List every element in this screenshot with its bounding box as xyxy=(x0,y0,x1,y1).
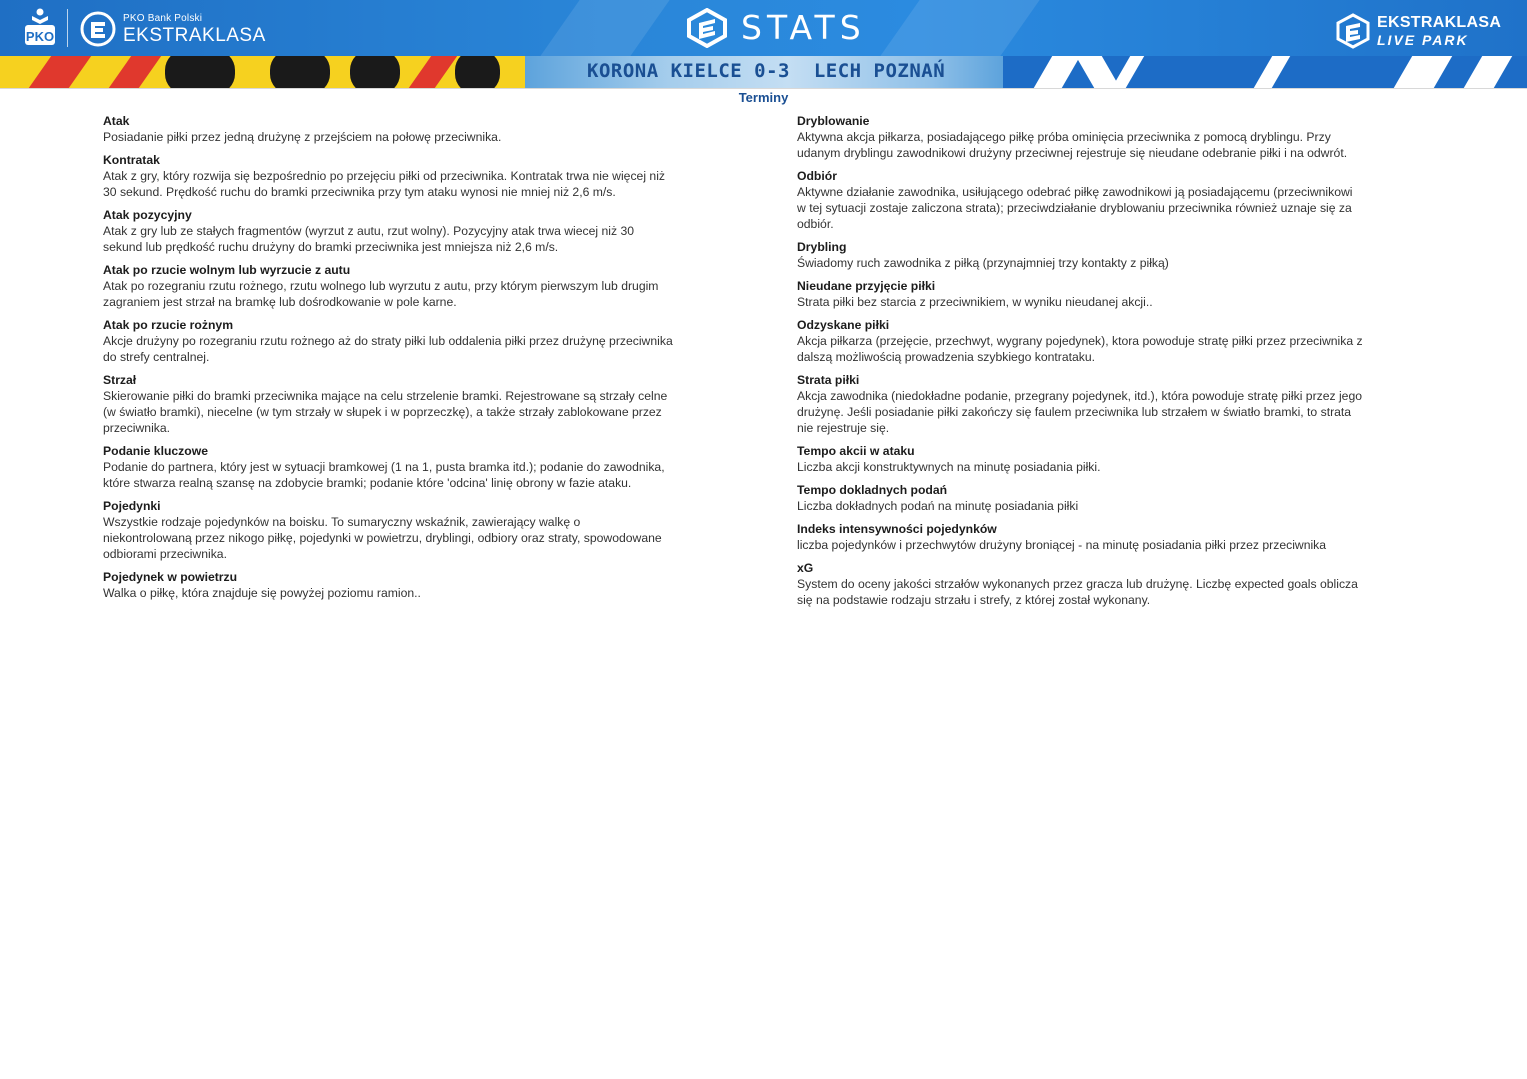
term-entry xyxy=(103,372,733,436)
terms-column-right xyxy=(797,113,1423,615)
term-definition-line: w tej sytuacji zostaje zaliczona strata); przeciwdziałanie dryblowaniu przeciwnika również uznaje się za xyxy=(797,201,1352,215)
term-definition-line: odbiorami przeciwnika. xyxy=(103,547,227,561)
term-definition-line: udanym dryblingu zawodnikowi drużyny przeciwnej rejestruje się nieudane odebranie piłki i na odwrót. xyxy=(797,146,1348,160)
term-name: Atak po rzucie rożnym xyxy=(103,318,234,332)
header-decor-streak xyxy=(540,0,669,56)
term-definition-line: Aktywna akcja piłkarza, posiadającego piłkę próba ominięcia przeciwnika z pomocą dryblingu. Przy xyxy=(797,130,1331,144)
header-divider xyxy=(67,9,68,47)
term-name: Pojedynki xyxy=(103,499,161,513)
term-entry xyxy=(103,317,733,365)
match-band xyxy=(0,56,1527,88)
term-definition-line: Podanie do partnera, który jest w sytuacji bramkowej (1 na 1, pusta bramka itd.); podanie do zawodnika, xyxy=(103,460,665,474)
term-name: Strata piłki xyxy=(797,373,860,387)
term-definition-line: dalszą możliwością prowadzenia szybkiego kontrataku. xyxy=(797,350,1096,364)
term-definition-line: Akcje drużyny po rozegraniu rzutu rożnego aż do straty piłki lub oddalenia piłki przez drużynę przeciwnika xyxy=(103,334,673,348)
term-entry xyxy=(797,372,1423,436)
band-decor-left xyxy=(0,56,525,88)
term-entry xyxy=(103,113,733,145)
term-entry xyxy=(797,168,1423,232)
term-definition-line: Akcja piłkarza (przejęcie, przechwyt, wygrany pojedynek), ktora powoduje stratę piłki przez przeciwnika z xyxy=(797,334,1363,348)
term-definition-line: zagraniem jest strzał na bramkę lub dośrodkowanie w pole karne. xyxy=(103,295,457,309)
term-definition-line: Strata piłki bez starcia z przeciwnikiem, w wyniku nieudanej akcji.. xyxy=(797,295,1153,309)
term-definition-line: Akcja zawodnika (niedokładne podanie, przegrany pojedynek, itd.), która powoduje stratę piłki przez jego xyxy=(797,389,1363,403)
term-definition-line: System do oceny jakości strzałów wykonanych przez gracza lub drużynę. Liczbę expected goals oblicza xyxy=(797,577,1358,591)
sponsor-label: PKO Bank Polski xyxy=(123,13,203,24)
match-title: KORONA KIELCE 0-3 LECH POZNAŃ xyxy=(587,60,946,82)
term-definition-line: się na podstawie rodzaju strzału i strefy, z której został wykonany. xyxy=(797,593,1151,607)
term-entry xyxy=(797,317,1423,365)
term-name: Odzyskane piłki xyxy=(797,318,890,332)
league-name: EKSTRAKLASA xyxy=(123,25,266,46)
term-definition-line: które stwarza realną szansę na zdobycie bramki; podanie które 'odcina' linię obrony w fazie ataku. xyxy=(103,476,632,490)
term-definition-line: Walka o piłkę, która znajduje się powyżej poziomu ramion.. xyxy=(103,586,421,600)
term-entry xyxy=(103,207,733,255)
term-entry xyxy=(103,262,733,310)
term-name: Odbiór xyxy=(797,169,837,183)
term-name: Podanie kluczowe xyxy=(103,444,208,458)
term-definition-line: Świadomy ruch zawodnika z piłką (przynajmniej trzy kontakty z piłką) xyxy=(797,256,1169,270)
band-decor-right xyxy=(1003,56,1527,88)
header-decor-streak xyxy=(880,0,1039,56)
term-name: Tempo akcii w ataku xyxy=(797,444,915,458)
term-definition-line: przeciwnika. xyxy=(103,421,171,435)
term-entry xyxy=(797,560,1423,608)
ekstraklasa-logo-icon xyxy=(80,10,116,48)
term-name: Dryblowanie xyxy=(797,114,870,128)
term-entry xyxy=(797,239,1423,271)
term-entry xyxy=(797,521,1423,553)
live-park-logo-icon xyxy=(1336,13,1370,49)
term-entry xyxy=(797,482,1423,514)
term-name: Nieudane przyjęcie piłki xyxy=(797,279,936,293)
header-bar xyxy=(0,0,1527,56)
svg-text:PKO: PKO xyxy=(25,29,55,44)
stats-title: STATS xyxy=(741,8,866,47)
term-definition-line: do strefy centralnej. xyxy=(103,350,210,364)
term-definition-line: Atak z gry, który rozwija się bezpośrednio po przejęciu piłki od przeciwnika. Kontratak trwa nie więcej niż xyxy=(103,169,665,183)
term-entry xyxy=(103,498,733,562)
term-name: Atak xyxy=(103,114,130,128)
term-name: Tempo dokladnych podań xyxy=(797,483,948,497)
term-definition-line: niekontrolowaną przez nikogo piłkę, pojedynki w powietrzu, dryblingi, odbiory oraz straty, spowodowane xyxy=(103,531,662,545)
stats-logo-icon xyxy=(686,8,728,48)
term-definition-line: nie rejestruje się. xyxy=(797,421,890,435)
term-name: Atak pozycyjny xyxy=(103,208,192,222)
term-entry xyxy=(797,113,1423,161)
live-park-line2: LIVE PARK xyxy=(1377,32,1469,48)
term-definition-line: Posiadanie piłki przez jedną drużynę z przejściem na połowę przeciwnika. xyxy=(103,130,502,144)
pko-logo-icon xyxy=(22,6,58,48)
term-definition-line: (w światło bramki), niecelne (w tym strzały w słupek i w poprzeczkę), a także strzały zablokowane przez xyxy=(103,405,662,419)
term-name: Atak po rzucie wolnym lub wyrzucie z autu xyxy=(103,263,351,277)
term-definition-line: 30 sekund. Prędkość ruchu do bramki przeciwnika przy tym ataku wynosi nie mniej niż 2,6 m/s. xyxy=(103,185,616,199)
section-title: Terminy xyxy=(738,90,789,105)
term-entry xyxy=(103,569,733,601)
term-definition-line: Liczba akcji konstruktywnych na minutę posiadania piłki. xyxy=(797,460,1101,474)
term-definition-line: Wszystkie rodzaje pojedynków na boisku. To sumaryczny wskaźnik, zawierający walkę o xyxy=(103,515,581,529)
header-underline xyxy=(0,88,1527,89)
term-definition-line: sekund lub prędkość ruchu drużyny do bramki przeciwnika jest mniejsza niż 2,6 m/s. xyxy=(103,240,559,254)
term-definition-line: Aktywne działanie zawodnika, usiłującego odebrać piłkę zawodnikowi ją posiadającemu (przeciwnikowi xyxy=(797,185,1353,199)
term-definition-line: Skierowanie piłki do bramki przeciwnika mające na celu strzelenie bramki. Rejestrowane są strzały celne xyxy=(103,389,668,403)
live-park-line1: EKSTRAKLASA xyxy=(1377,14,1502,31)
term-name: Pojedynek w powietrzu xyxy=(103,570,238,584)
terms-column-left xyxy=(103,113,733,608)
term-entry xyxy=(103,443,733,491)
term-definition-line: liczba pojedynków i przechwytów drużyny broniącej - na minutę posiadania piłki przez przeciwnika xyxy=(797,538,1327,552)
term-entry xyxy=(103,152,733,200)
term-name: Kontratak xyxy=(103,153,160,167)
term-name: Strzał xyxy=(103,373,137,387)
term-definition-line: drużynę. Jeśli posiadanie piłki zakończy się faulem przeciwnika lub strzałem w światło bramki, to strata xyxy=(797,405,1352,419)
term-name: xG xyxy=(797,561,814,575)
term-definition-line: Atak z gry lub ze stałych fragmentów (wyrzut z autu, rzut wolny). Pozycyjny atak trwa wiecej niż 30 xyxy=(103,224,635,238)
term-entry xyxy=(797,443,1423,475)
term-definition-line: Atak po rozegraniu rzutu rożnego, rzutu wolnego lub wyrzutu z autu, przy którym pierwszym lub drugim xyxy=(103,279,659,293)
term-name: Indeks intensywności pojedynków xyxy=(797,522,997,536)
term-name: Drybling xyxy=(797,240,847,254)
term-definition-line: Liczba dokładnych podań na minutę posiadania piłki xyxy=(797,499,1079,513)
term-entry xyxy=(797,278,1423,310)
term-definition-line: odbiór. xyxy=(797,217,834,231)
